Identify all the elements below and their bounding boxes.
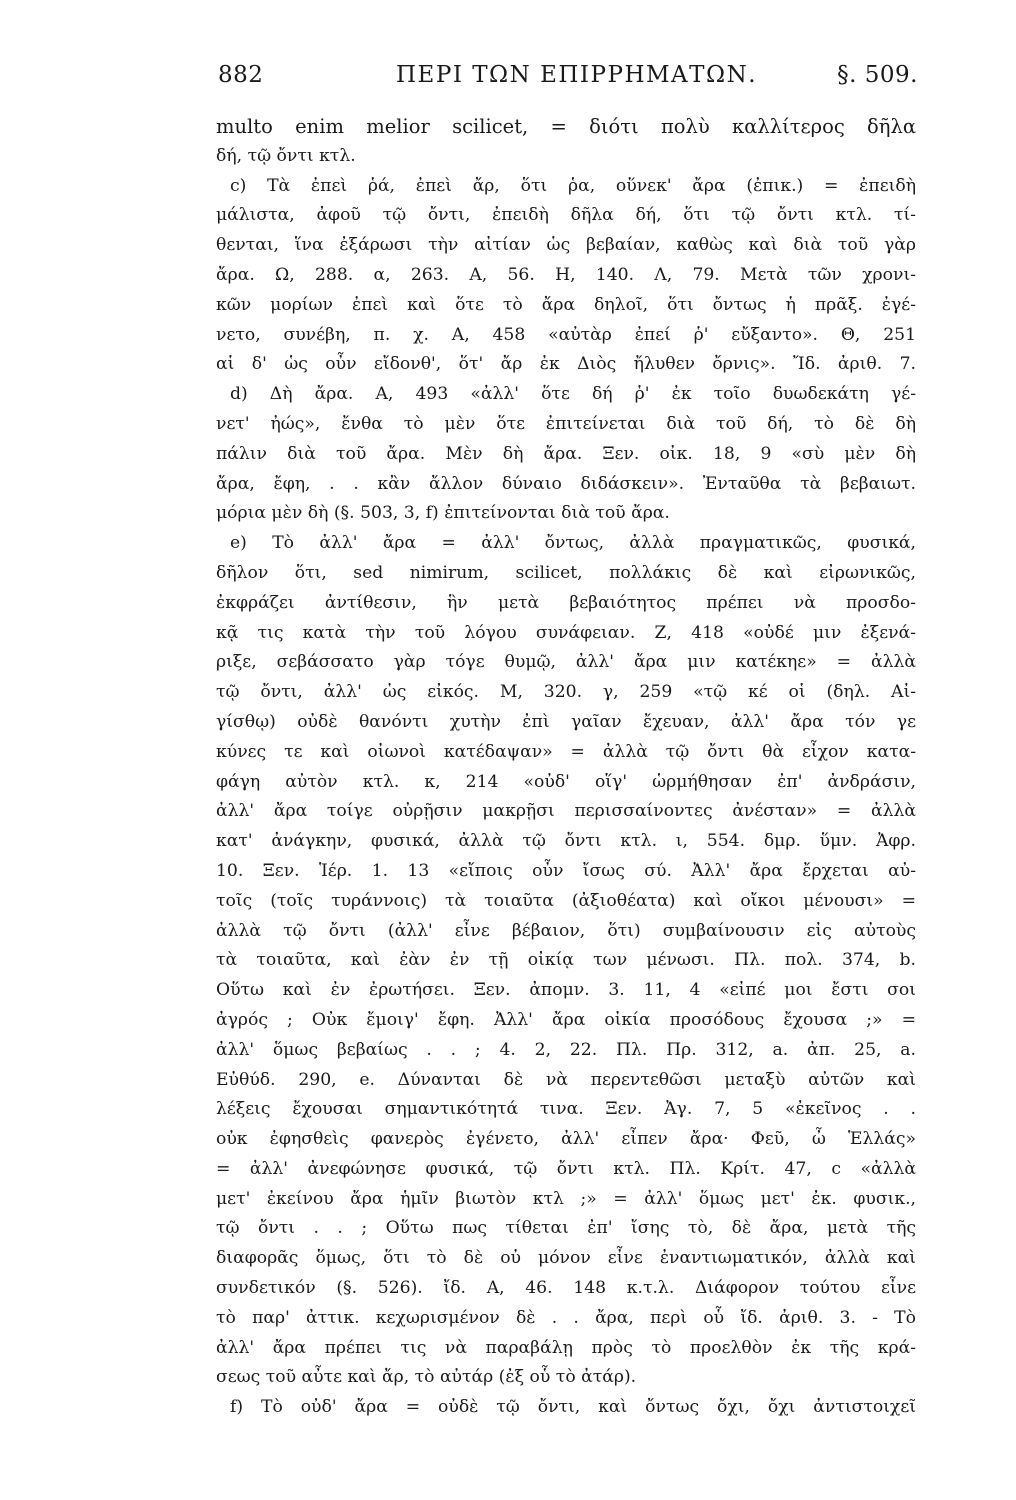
text-line: ριξε, σεβάσσατο γὰρ τόγε θυμῷ, ἀλλ' ἄρα μιν κατέκηε» = ἀλλὰ bbox=[216, 652, 916, 673]
text-line: γίσθῳ) οὐδὲ θανόντι χυτὴν ἐπὶ γαῖαν ἔχευαν, ἀλλ' ἄρα τόν γε bbox=[216, 711, 916, 732]
text-line: ἀλλ' ἄρα πρέπει τις νὰ παραβάλῃ πρὸς τὸ προελθὸν ἐκ τῆς κρά- bbox=[216, 1337, 916, 1358]
text-line: κατ' ἀνάγκην, φυσικά, ἀλλὰ τῷ ὄντι κτλ. ι, 554. δμρ. ὕμν. Ἀφρ. bbox=[216, 831, 916, 852]
section-number: §. 509. bbox=[837, 62, 918, 88]
text-line: κῶν μορίων ἐπεὶ καὶ ὅτε τὸ ἄρα δηλοῖ, ὅτι ὄντως ἡ πρᾶξ. ἐγέ- bbox=[216, 294, 916, 315]
text-line: μόρια μὲν δὴ (§. 503, 3, f) ἐπιτείνονται διὰ τοῦ ἄρα. bbox=[216, 503, 670, 524]
text-line: ἀλλ' ἄρα τοίγε οὐρῇσιν μακρῇσι περισσαίνοντες ἀνέσταν» = ἀλλὰ bbox=[216, 801, 916, 822]
text-line: ἀλλ' ὅμως βεβαίως . . ; 4. 2, 22. Πλ. Πρ. 312, a. ἀπ. 25, a. bbox=[216, 1039, 916, 1060]
text-line: δῆλον ὅτι, sed nimirum, scilicet, πολλάκις δὲ καὶ εἰρωνικῶς, bbox=[216, 562, 916, 583]
text-line: μετ' ἐκείνου ἄρα ἡμῖν βιωτὸν κτλ ;» = ἀλλ' ὅμως μετ' ἐκ. φυσικ., bbox=[216, 1188, 916, 1209]
text-line: c) Τὰ ἐπεὶ ῥά, ἐπεὶ ἄρ, ὅτι ῥα, οὕνεκ' ἄρα (ἐπικ.) = ἐπειδὴ bbox=[230, 175, 916, 196]
text-line: μάλιστα, ἀφοῦ τῷ ὄντι, ἐπειδὴ δῆλα δή, ὅτι τῷ ὄντι κτλ. τί- bbox=[216, 205, 916, 226]
text-line: λέξεις ἔχουσαι σημαντικότητά τινα. Ξεν. Ἀγ. 7, 5 «ἐκεῖνος . . bbox=[216, 1099, 916, 1120]
text-line: d) Δὴ ἄρα. Α, 493 «ἀλλ' ὅτε δή ῥ' ἐκ τοῖο δυωδεκάτη γέ- bbox=[230, 384, 916, 405]
text-line: κύνες τε καὶ οἰωνοὶ κατέδαψαν» = ἀλλὰ τῷ ὄντι θὰ εἶχον κατα- bbox=[216, 741, 916, 762]
text-line: Εὐθύδ. 290, e. Δύνανται δὲ νὰ περεντεθῶσι μεταξὺ αὐτῶν καὶ bbox=[216, 1069, 916, 1090]
text-line: πάλιν διὰ τοῦ ἄρα. Μὲν δὴ ἄρα. Ξεν. οἰκ. 18, 9 «σὺ μὲν δὴ bbox=[216, 443, 916, 464]
text-line: ἀγρός ; Οὐκ ἔμοιγ' ἔφη. Ἀλλ' ἄρα οἰκία προσόδους ἔχουσα ;» = bbox=[216, 1009, 916, 1030]
text-line: οὐκ ἐφησθεὶς φανερὸς ἐγένετο, ἀλλ' εἶπεν ἄρα· Φεῦ, ὦ Ἑλλάς» bbox=[216, 1129, 916, 1150]
text-line: 10. Ξεν. Ἱέρ. 1. 13 «εἴποις οὖν ἴσως σύ. Ἀλλ' ἄρα ἔρχεται αὐ- bbox=[216, 860, 916, 881]
text-line: νετ' ἠώς», ἔνθα τὸ μὲν ὅτε ἐπιτείνεται διὰ τοῦ δή, τὸ δὲ δὴ bbox=[216, 413, 916, 434]
text-line: τὸ παρ' ἀττικ. κεχωρισμένον δὲ . . ἄρα, περὶ οὗ ἴδ. ἀριθ. 3. - Τὸ bbox=[216, 1307, 916, 1328]
text-line: συνδετικόν (§. 526). ἴδ. Α, 46. 148 κ.τ.λ. Διάφορον τούτου εἶνε bbox=[216, 1278, 916, 1299]
text-line: Οὕτω καὶ ἐν ἐρωτήσει. Ξεν. ἀπομν. 3. 11, 4 «εἰπέ μοι ἔστι σοι bbox=[216, 980, 916, 1001]
text-line: σεως τοῦ αὖτε καὶ ἄρ, τὸ αὐτάρ (ἐξ οὗ τὸ ἀτάρ). bbox=[216, 1367, 637, 1388]
text-line: = ἀλλ' ἀνεφώνησε φυσικά, τῷ ὄντι κτλ. Πλ. Κρίτ. 47, c «ἀλλὰ bbox=[216, 1158, 916, 1179]
text-line: θενται, ἵνα ἐξάρωσι τὴν αἰτίαν ὡς βεβαίαν, καθὼς καὶ διὰ τοῦ γὰρ bbox=[216, 235, 916, 256]
text-line: νετο, συνέβη, π. χ. Α, 458 «αὐτὰρ ἐπεί ῥ' εὔξαντο». Θ, 251 bbox=[216, 324, 916, 345]
text-line: ἄρα, ἔφη, . . κἂν ἄλλον δύναιο διδάσκειν». Ἐνταῦθα τὰ βεβαιωτ. bbox=[216, 473, 916, 494]
text-line: τὰ τοιαῦτα, καὶ ἐὰν ἐν τῇ οἰκίᾳ των μένωσι. Πλ. πολ. 374, b. bbox=[216, 950, 916, 971]
text-line: τῷ ὄντι . . ; Οὕτω πως τίθεται ἐπ' ἴσης τὸ, δὲ ἄρα, μετὰ τῆς bbox=[216, 1218, 916, 1239]
text-line: φάγη αὐτὸν κτλ. κ, 214 «οὐδ' οἵγ' ὡρμήθησαν ἐπ' ἀνδράσιν, bbox=[216, 771, 916, 792]
text-line: κᾷ τις κατὰ τὴν τοῦ λόγου συνάφειαν. Ζ, 418 «οὐδέ μιν ἐξενά- bbox=[216, 622, 916, 643]
text-line: multo enim melior scilicet, = διότι πολὺ καλλίτερος δῆλα bbox=[216, 115, 916, 138]
running-title: ΠΕΡΙ ΤΩΝ ΕΠΙΡΡΗΜΑΤΩΝ. bbox=[396, 62, 758, 88]
text-line: ἐκφράζει ἀντίθεσιν, ἣν μετὰ βεβαιότητος πρέπει νὰ προσδο- bbox=[216, 592, 916, 613]
text-line: e) Τὸ ἀλλ' ἄρα = ἀλλ' ὄντως, ἀλλὰ πραγματικῶς, φυσικά, bbox=[230, 533, 916, 554]
text-line: δή, τῷ ὄντι κτλ. bbox=[216, 145, 356, 166]
text-line: ἄρα. Ω, 288. α, 263. Α, 56. Η, 140. Λ, 79. Μετὰ τῶν χρονι- bbox=[216, 264, 916, 285]
text-line: διαφορᾶς ὅμως, ὅτι τὸ δὲ οὐ μόνον εἶνε ἐναντιωματικόν, ἀλλὰ καὶ bbox=[216, 1248, 916, 1269]
running-header bbox=[218, 62, 918, 96]
page-body-text bbox=[216, 112, 916, 1423]
text-line: f) Τὸ οὐδ' ἄρα = οὐδὲ τῷ ὄντι, καὶ ὄντως ὄχι, ὄχι ἀντιστοιχεῖ bbox=[230, 1397, 916, 1418]
text-line: αἱ δ' ὡς οὖν εἴδονθ', ὅτ' ἄρ ἐκ Διὸς ἤλυθεν ὄρνις». Ἴδ. ἀριθ. 7. bbox=[216, 354, 916, 375]
text-line: τοῖς (τοῖς τυράννοις) τὰ τοιαῦτα (ἀξιοθέατα) καὶ οἴκοι μένουσι» = bbox=[216, 890, 916, 911]
text-line: ἀλλὰ τῷ ὄντι (ἀλλ' εἶνε βέβαιον, ὅτι) συμβαίνουσιν εἰς αὐτοὺς bbox=[216, 920, 916, 941]
page-number: 882 bbox=[218, 62, 264, 88]
text-line: τῷ ὄντι, ἀλλ' ὡς εἰκός. Μ, 320. γ, 259 «τῷ κέ οἱ (δηλ. Αἰ- bbox=[216, 682, 916, 703]
